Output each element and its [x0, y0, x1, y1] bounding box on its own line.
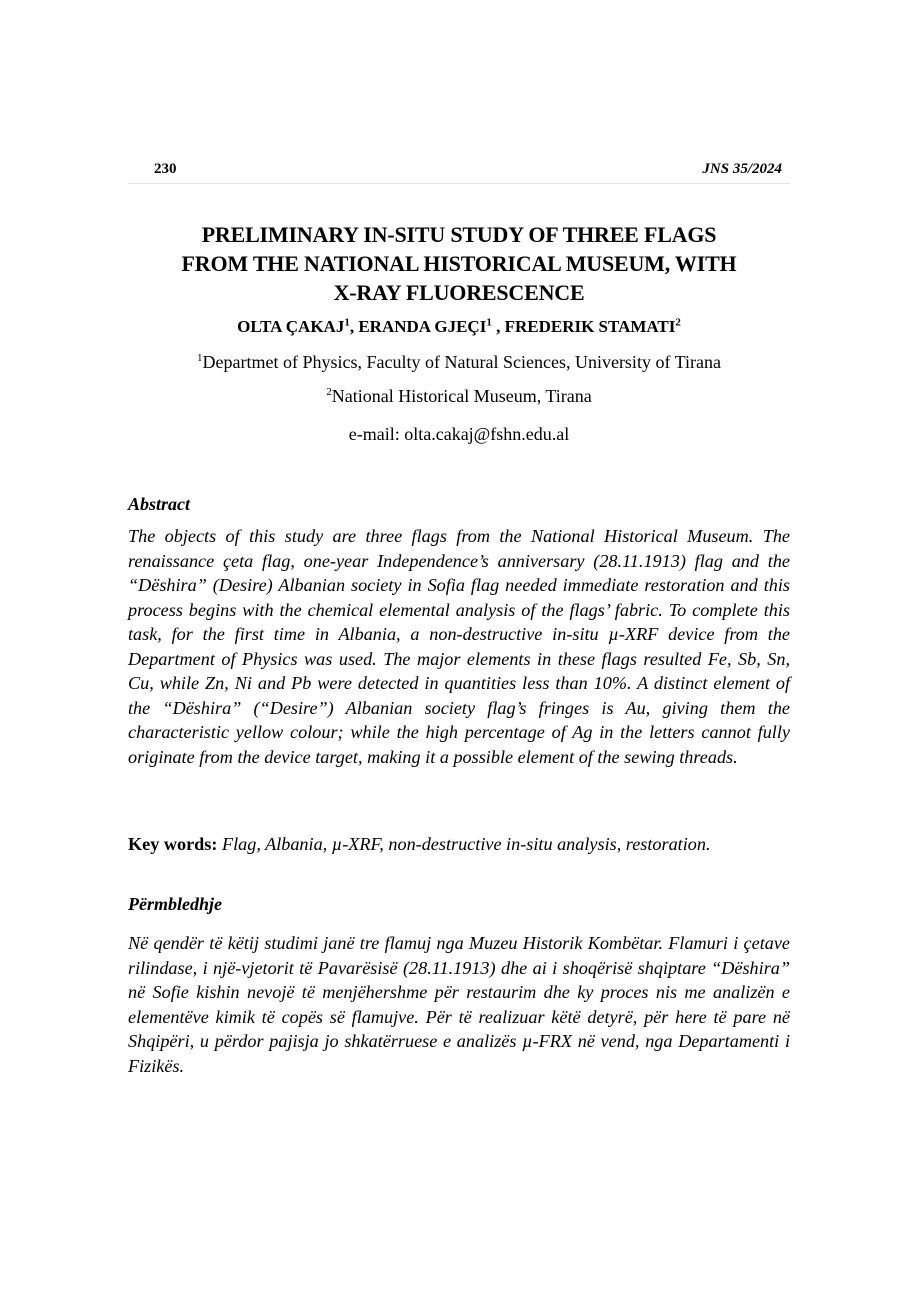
author-1-affiliation-mark: 1 [344, 316, 350, 329]
author-1: OLTA ÇAKAJ [237, 317, 345, 336]
affiliation-2 [100, 384, 818, 408]
author-separator: , [491, 317, 505, 336]
author-list [100, 315, 818, 339]
keywords-colon: : [211, 834, 218, 854]
author-2-affiliation-mark: 1 [486, 316, 492, 329]
title-line-2: FROM THE NATIONAL HISTORICAL MUSEUM, WITH [181, 251, 737, 276]
journal-issue: JNS 35/2024 [702, 161, 782, 177]
keywords [128, 832, 790, 857]
abstract-heading: Abstract [128, 494, 191, 514]
keywords-text: Flag, Albania, µ-XRF, non-destructive in-situ analysis, restoration. [217, 834, 711, 854]
contact-email: e-mail: olta.cakaj@fshn.edu.al [348, 424, 570, 444]
permbledhje-heading: Përmbledhje [128, 894, 222, 914]
page-number: 230 [154, 161, 177, 177]
keywords-label: Key words [128, 834, 212, 854]
abstract-text: The objects of this study are three flags from the National Historical Museum. The renaissance çeta flag, one-year Independence’s anniversary (28.11.1913) flag and the “Dëshira” (Desire) Albanian society in Sofia flag needed immediate restoration and this process begins with the chemical elemental analysis of the flags’ fabric. To complete this task, for the first time in Albania, a non-destructive in-situ µ-XRF device from the Department of Physics was used. The major elements in these flags resulted Fe, Sb, Sn, Cu, while Zn, Ni and Pb were detected in quantities less than 10%. A distinct element of the “Dëshira” (“Desire”) Albanian society flag’s fringes is Au, giving them the characteristic yellow colour; while the high percentage of Ag in the letters cannot fully originate from the device target, making it a possible element of the sewing threads. [128, 526, 790, 767]
affiliation-1-text: Departmet of Physics, Faculty of Natural Sciences, University of Tirana [202, 352, 721, 372]
running-header [128, 161, 790, 184]
affiliation-1-mark: 1 [197, 352, 203, 364]
affiliation-1 [100, 350, 818, 374]
title-line-1: PRELIMINARY IN-SITU STUDY OF THREE FLAGS [201, 222, 717, 247]
affiliation-2-text: National Historical Museum, Tirana [331, 386, 592, 406]
author-separator: , [349, 317, 359, 336]
title-line-3: X-RAY FLUORESCENCE [333, 280, 585, 305]
author-3-affiliation-mark: 2 [675, 316, 681, 329]
permbledhje-text: Në qendër të këtij studimi janë tre flamuj nga Muzeu Historik Kombëtar. Flamuri i çetave rilindase, i një-vjetorit të Pavarësisë (28.11.1913) dhe ai i shoqërisë shqiptare “Dëshira” në Sofie kishin nevojë të menjëhershme për restaurim dhe ky proces nis me analizën e elementëve kimik të copës së flamujve. Për të realizuar këtë detyrë, për here të pare në Shqipëri, u përdor pajisja jo shkatërruese e analizës µ-FRX në vend, nga Departamenti i Fizikës. [128, 933, 790, 1076]
author-2: ERANDA GJEÇI [358, 317, 487, 336]
paper-title [100, 220, 818, 307]
affiliation-2-mark: 2 [326, 386, 332, 398]
author-3: FREDERIK STAMATI [504, 317, 676, 336]
